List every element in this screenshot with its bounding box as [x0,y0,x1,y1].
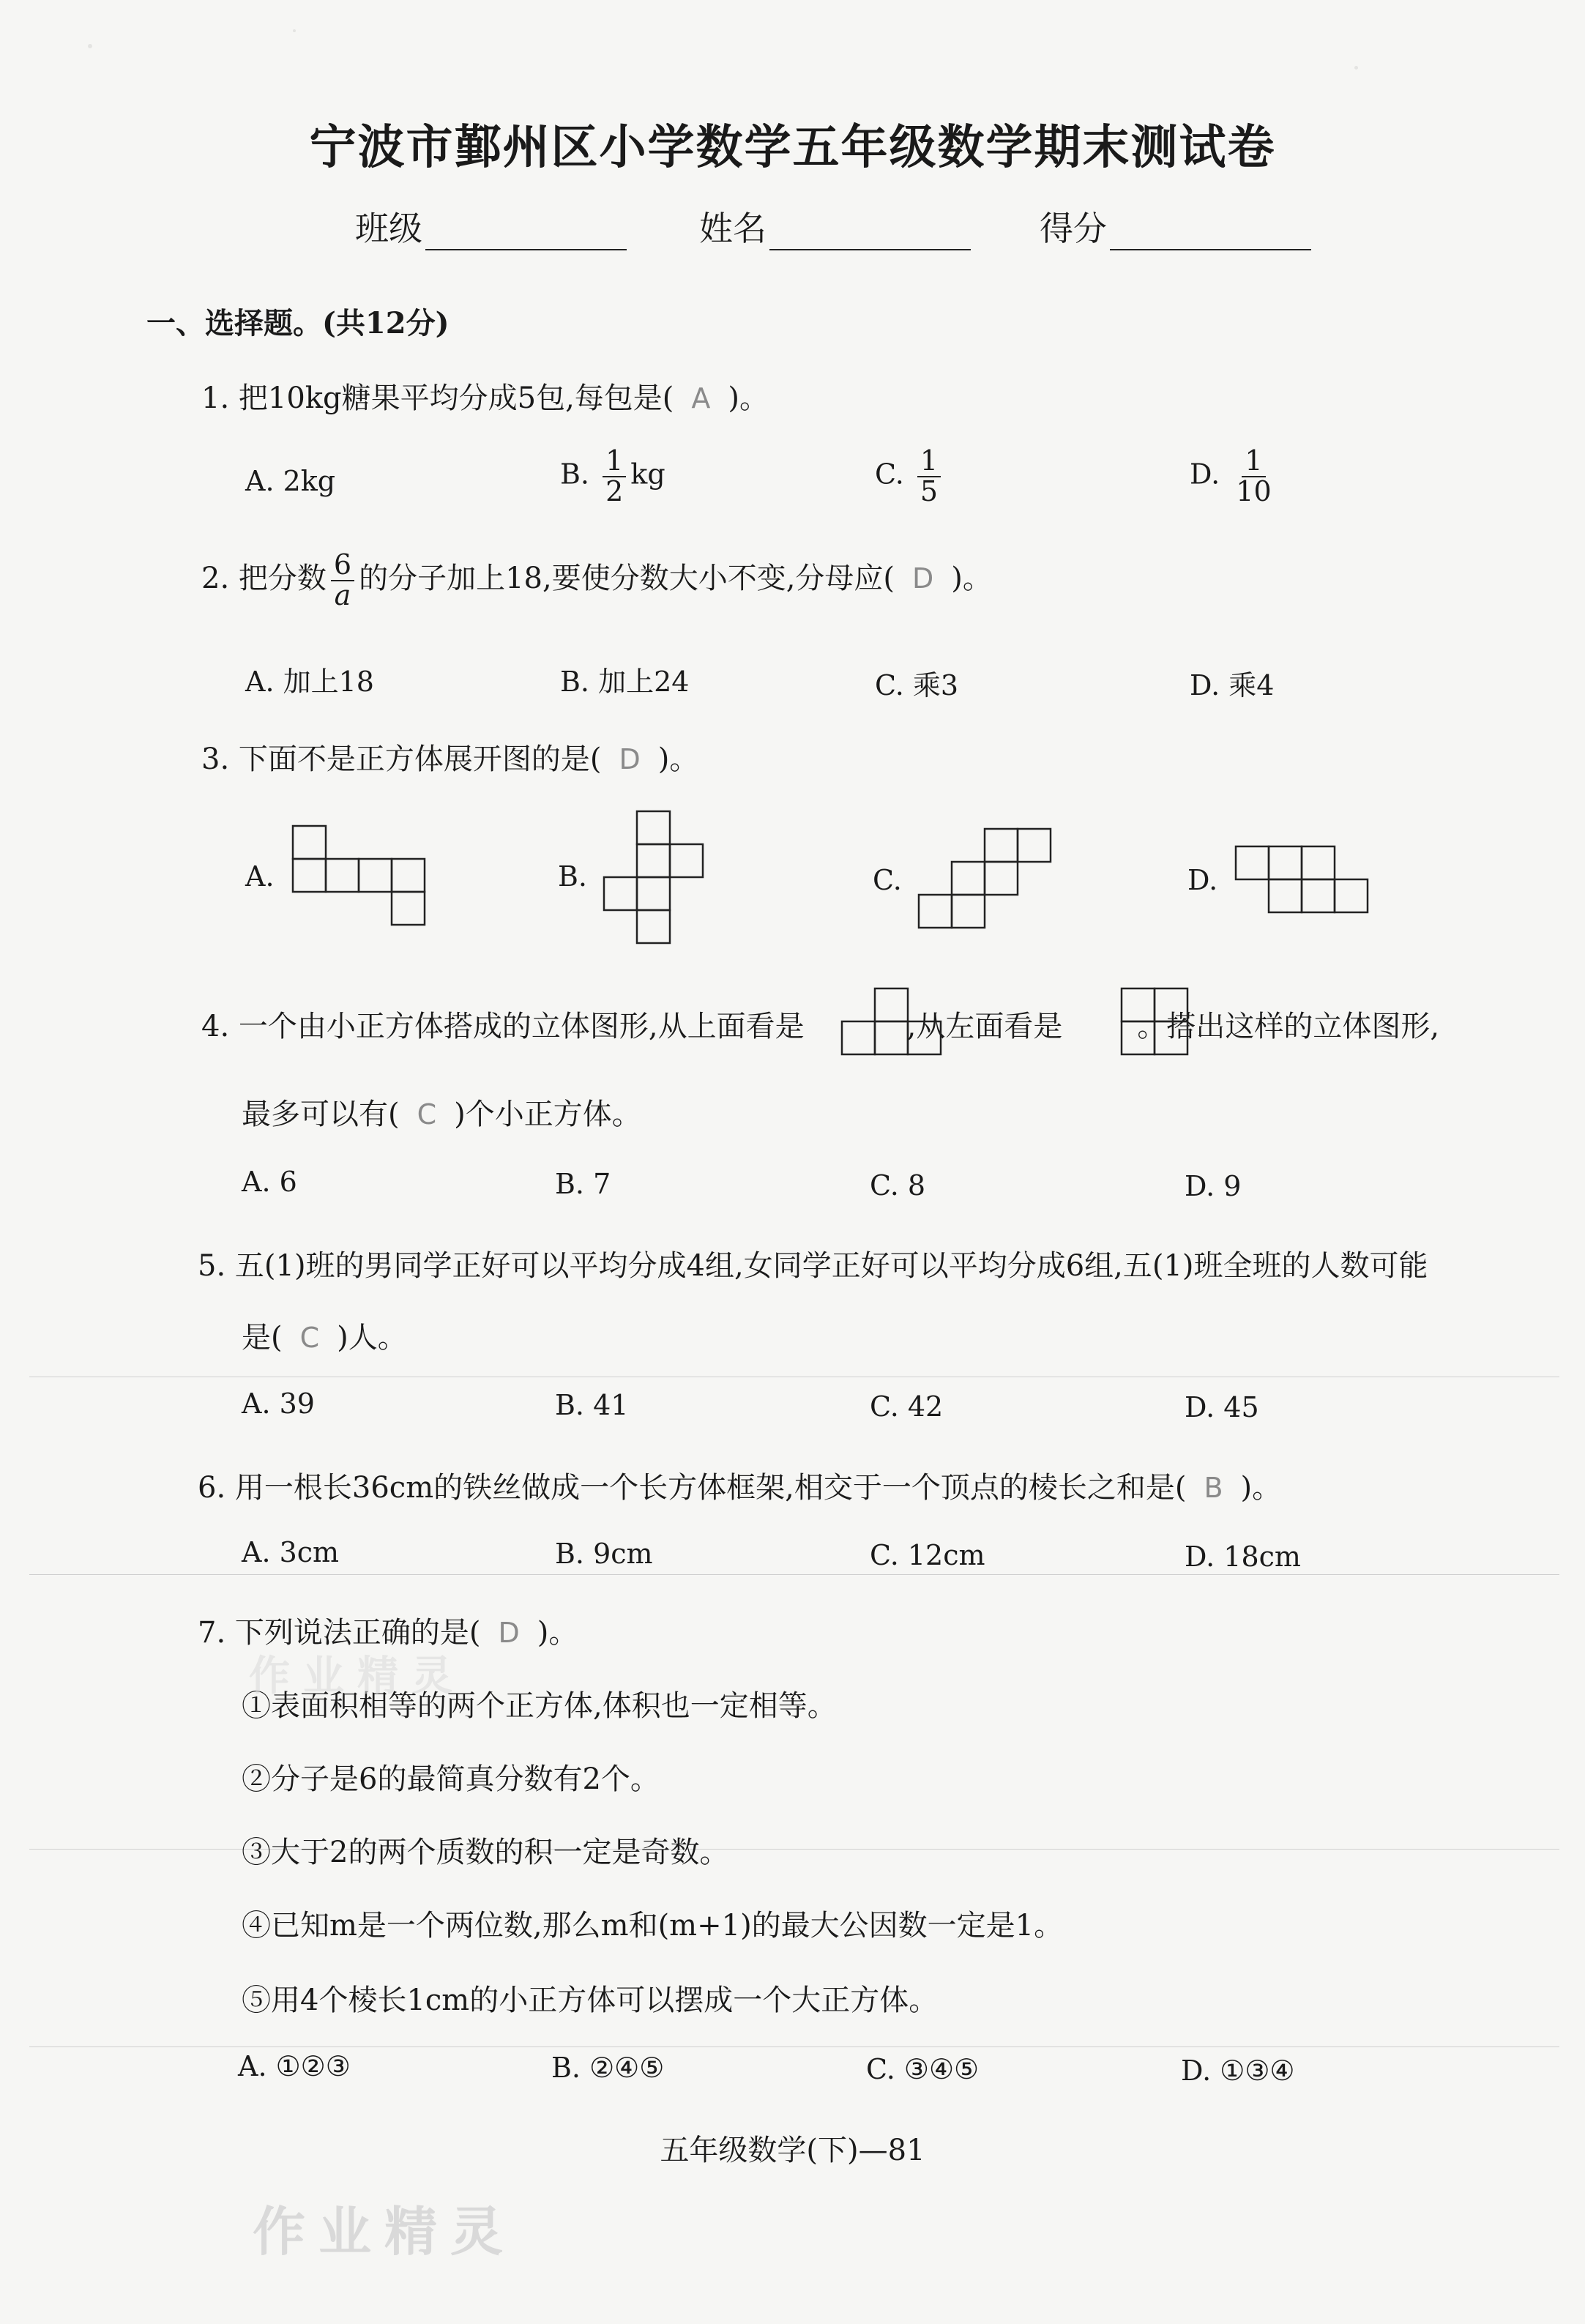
q2-option-c[interactable]: C. 乘3 [875,669,959,701]
q3-option-b[interactable]: B. [558,860,588,893]
page-footer: 五年级数学(下)—81 [660,2134,925,2167]
name-blank[interactable] [769,217,971,250]
question-text-end: )。 [728,381,769,415]
q7-option-b[interactable]: B. ②④⑤ [551,2052,665,2084]
q3-net-b-figure [604,811,705,946]
fraction-numerator: 1 [1242,447,1265,477]
q4-option-b[interactable]: B. 7 [555,1168,611,1200]
q2-option-a[interactable]: A. 加上18 [245,666,374,698]
question-4-line-2 [242,1091,641,1133]
q6-option-b[interactable]: B. 9cm [555,1538,653,1570]
fraction [917,444,941,507]
question-number: 7. [198,1616,226,1650]
answer-mark: D [619,743,641,775]
fraction [1233,444,1274,507]
q3-net-c-figure [919,829,1051,931]
class-field[interactable] [355,202,627,250]
question-6 [198,1464,1281,1506]
answer-mark: C [417,1098,437,1131]
scan-speck [1354,66,1358,70]
q6-option-d[interactable]: D. 18cm [1185,1541,1301,1573]
question-text: 五(1)班的男同学正好可以平均分成4组,女同学正好可以平均分成6组,五(1)班全班的人数可能 [234,1249,1428,1283]
q3-net-a-figure [293,826,425,930]
question-3 [201,736,698,778]
fraction-numerator: 1 [603,447,626,477]
q5-option-a[interactable]: A. 39 [242,1388,315,1420]
q7-option-c[interactable]: C. ③④⑤ [866,2053,980,2085]
q6-option-a[interactable]: A. 3cm [242,1536,340,1568]
q5-option-d[interactable]: D. 45 [1185,1391,1259,1423]
question-text: 把10kg糖果平均分成5包,每包是( [238,381,674,415]
fraction-numerator: 6 [331,551,354,581]
statement-1: ①表面积相等的两个正方体,体积也一定相等。 [242,1689,837,1723]
question-text-end: 。搭出这样的立体图形, [1137,1010,1440,1043]
section-title: 一、选择题。(共12分) [146,306,450,340]
question-text: 一个由小正方体搭成的立体图形,从上面看是 [238,1010,805,1043]
question-number: 2. [201,561,230,595]
q3-option-d[interactable]: D. [1187,864,1218,896]
q1-option-a[interactable]: A. 2kg [245,465,336,497]
score-blank[interactable] [1110,217,1311,250]
statement-5: ⑤用4个棱长1cm的小正方体可以摆成一个大正方体。 [242,1984,939,2017]
fraction [331,548,354,611]
question-text-end: )。 [537,1616,578,1650]
question-1 [201,375,769,417]
unit: kg [630,458,665,491]
statement-2: ②分子是6的最简真分数有2个。 [242,1762,660,1796]
q2-option-d[interactable]: D. 乘4 [1190,669,1275,701]
answer-mark: C [299,1322,320,1354]
question-text: 下列说法正确的是( [234,1616,481,1650]
scan-speck [293,29,296,32]
watermark: 作业精灵 [249,1653,466,1700]
score-label: 得分 [1040,209,1107,248]
option-label: B. [560,458,590,491]
q7-option-d[interactable]: D. ①③④ [1181,2055,1295,2087]
question-text-end: )。 [657,742,699,776]
question-text: 是( [242,1321,283,1355]
q1-option-d[interactable] [1190,444,1279,507]
q2-option-b[interactable]: B. 加上24 [560,666,690,698]
question-2 [201,548,992,611]
option-label: C. [875,458,904,491]
question-number: 4. [201,1010,230,1043]
question-text-mid: ,从左面看是 [906,1010,1063,1043]
q1-option-b[interactable] [560,444,665,507]
q3-option-a[interactable]: A. [245,860,275,893]
q4-option-c[interactable]: C. 8 [870,1169,926,1202]
page-title: 宁波市鄞州区小学数学五年级数学期末测试卷 [309,120,1276,175]
scan-fold-line [29,2046,1559,2047]
name-field[interactable] [699,202,971,250]
answer-mark: A [691,382,711,414]
question-number: 5. [198,1249,226,1283]
question-5-line-2 [242,1314,407,1356]
question-text: 下面不是正方体展开图的是( [238,742,602,776]
q5-option-c[interactable]: C. 42 [870,1390,944,1423]
q1-option-c[interactable] [875,444,945,507]
name-label: 姓名 [699,209,767,248]
question-text: 把分数 [238,561,327,595]
question-5 [198,1243,1428,1284]
option-label: D. [1190,458,1220,491]
question-text-end: )个小正方体。 [454,1098,641,1131]
answer-mark: B [1204,1472,1223,1504]
question-text-end: )。 [1240,1471,1282,1505]
question-text: 最多可以有( [242,1098,400,1131]
q4-option-a[interactable]: A. 6 [242,1166,297,1198]
question-text-end: )。 [951,561,992,595]
q3-net-d-figure [1236,846,1368,915]
fraction [603,444,626,507]
q7-option-a[interactable]: A. ①②③ [238,2050,351,2082]
q4-top-view-figure [842,988,941,1057]
score-field[interactable] [1040,202,1311,250]
statement-3: ③大于2的两个质数的积一定是奇数。 [242,1836,729,1869]
q4-left-view-figure [1122,988,1187,1057]
class-label: 班级 [355,209,422,248]
class-blank[interactable] [425,217,627,250]
fraction-denominator: 2 [605,474,624,507]
question-text-mid: 的分子加上18,要使分数大小不变,分母应( [359,561,895,595]
fraction-numerator: 1 [917,447,941,477]
scan-speck [88,44,92,48]
fraction-denominator: 10 [1236,474,1272,507]
fraction-denominator: 5 [920,474,939,507]
question-number: 3. [201,742,230,776]
q3-option-c[interactable]: C. [873,864,902,896]
question-4 [201,1003,1439,1045]
q5-option-b[interactable]: B. 41 [555,1389,629,1421]
q4-option-d[interactable]: D. 9 [1185,1170,1242,1202]
question-number: 1. [201,381,230,415]
answer-mark: D [912,562,934,595]
statement-4: ④已知m是一个两位数,那么m和(m+1)的最大公因数一定是1。 [242,1909,1064,1943]
scan-fold-line [29,1574,1559,1575]
question-text-end: )人。 [337,1321,407,1355]
question-text: 用一根长36cm的铁丝做成一个长方体框架,相交于一个顶点的棱长之和是( [234,1471,1187,1505]
watermark: 作业精灵 [253,2201,517,2262]
question-number: 6. [198,1471,226,1505]
answer-mark: D [498,1617,520,1649]
q6-option-c[interactable]: C. 12cm [870,1539,985,1571]
fraction-denominator: a [334,578,351,611]
